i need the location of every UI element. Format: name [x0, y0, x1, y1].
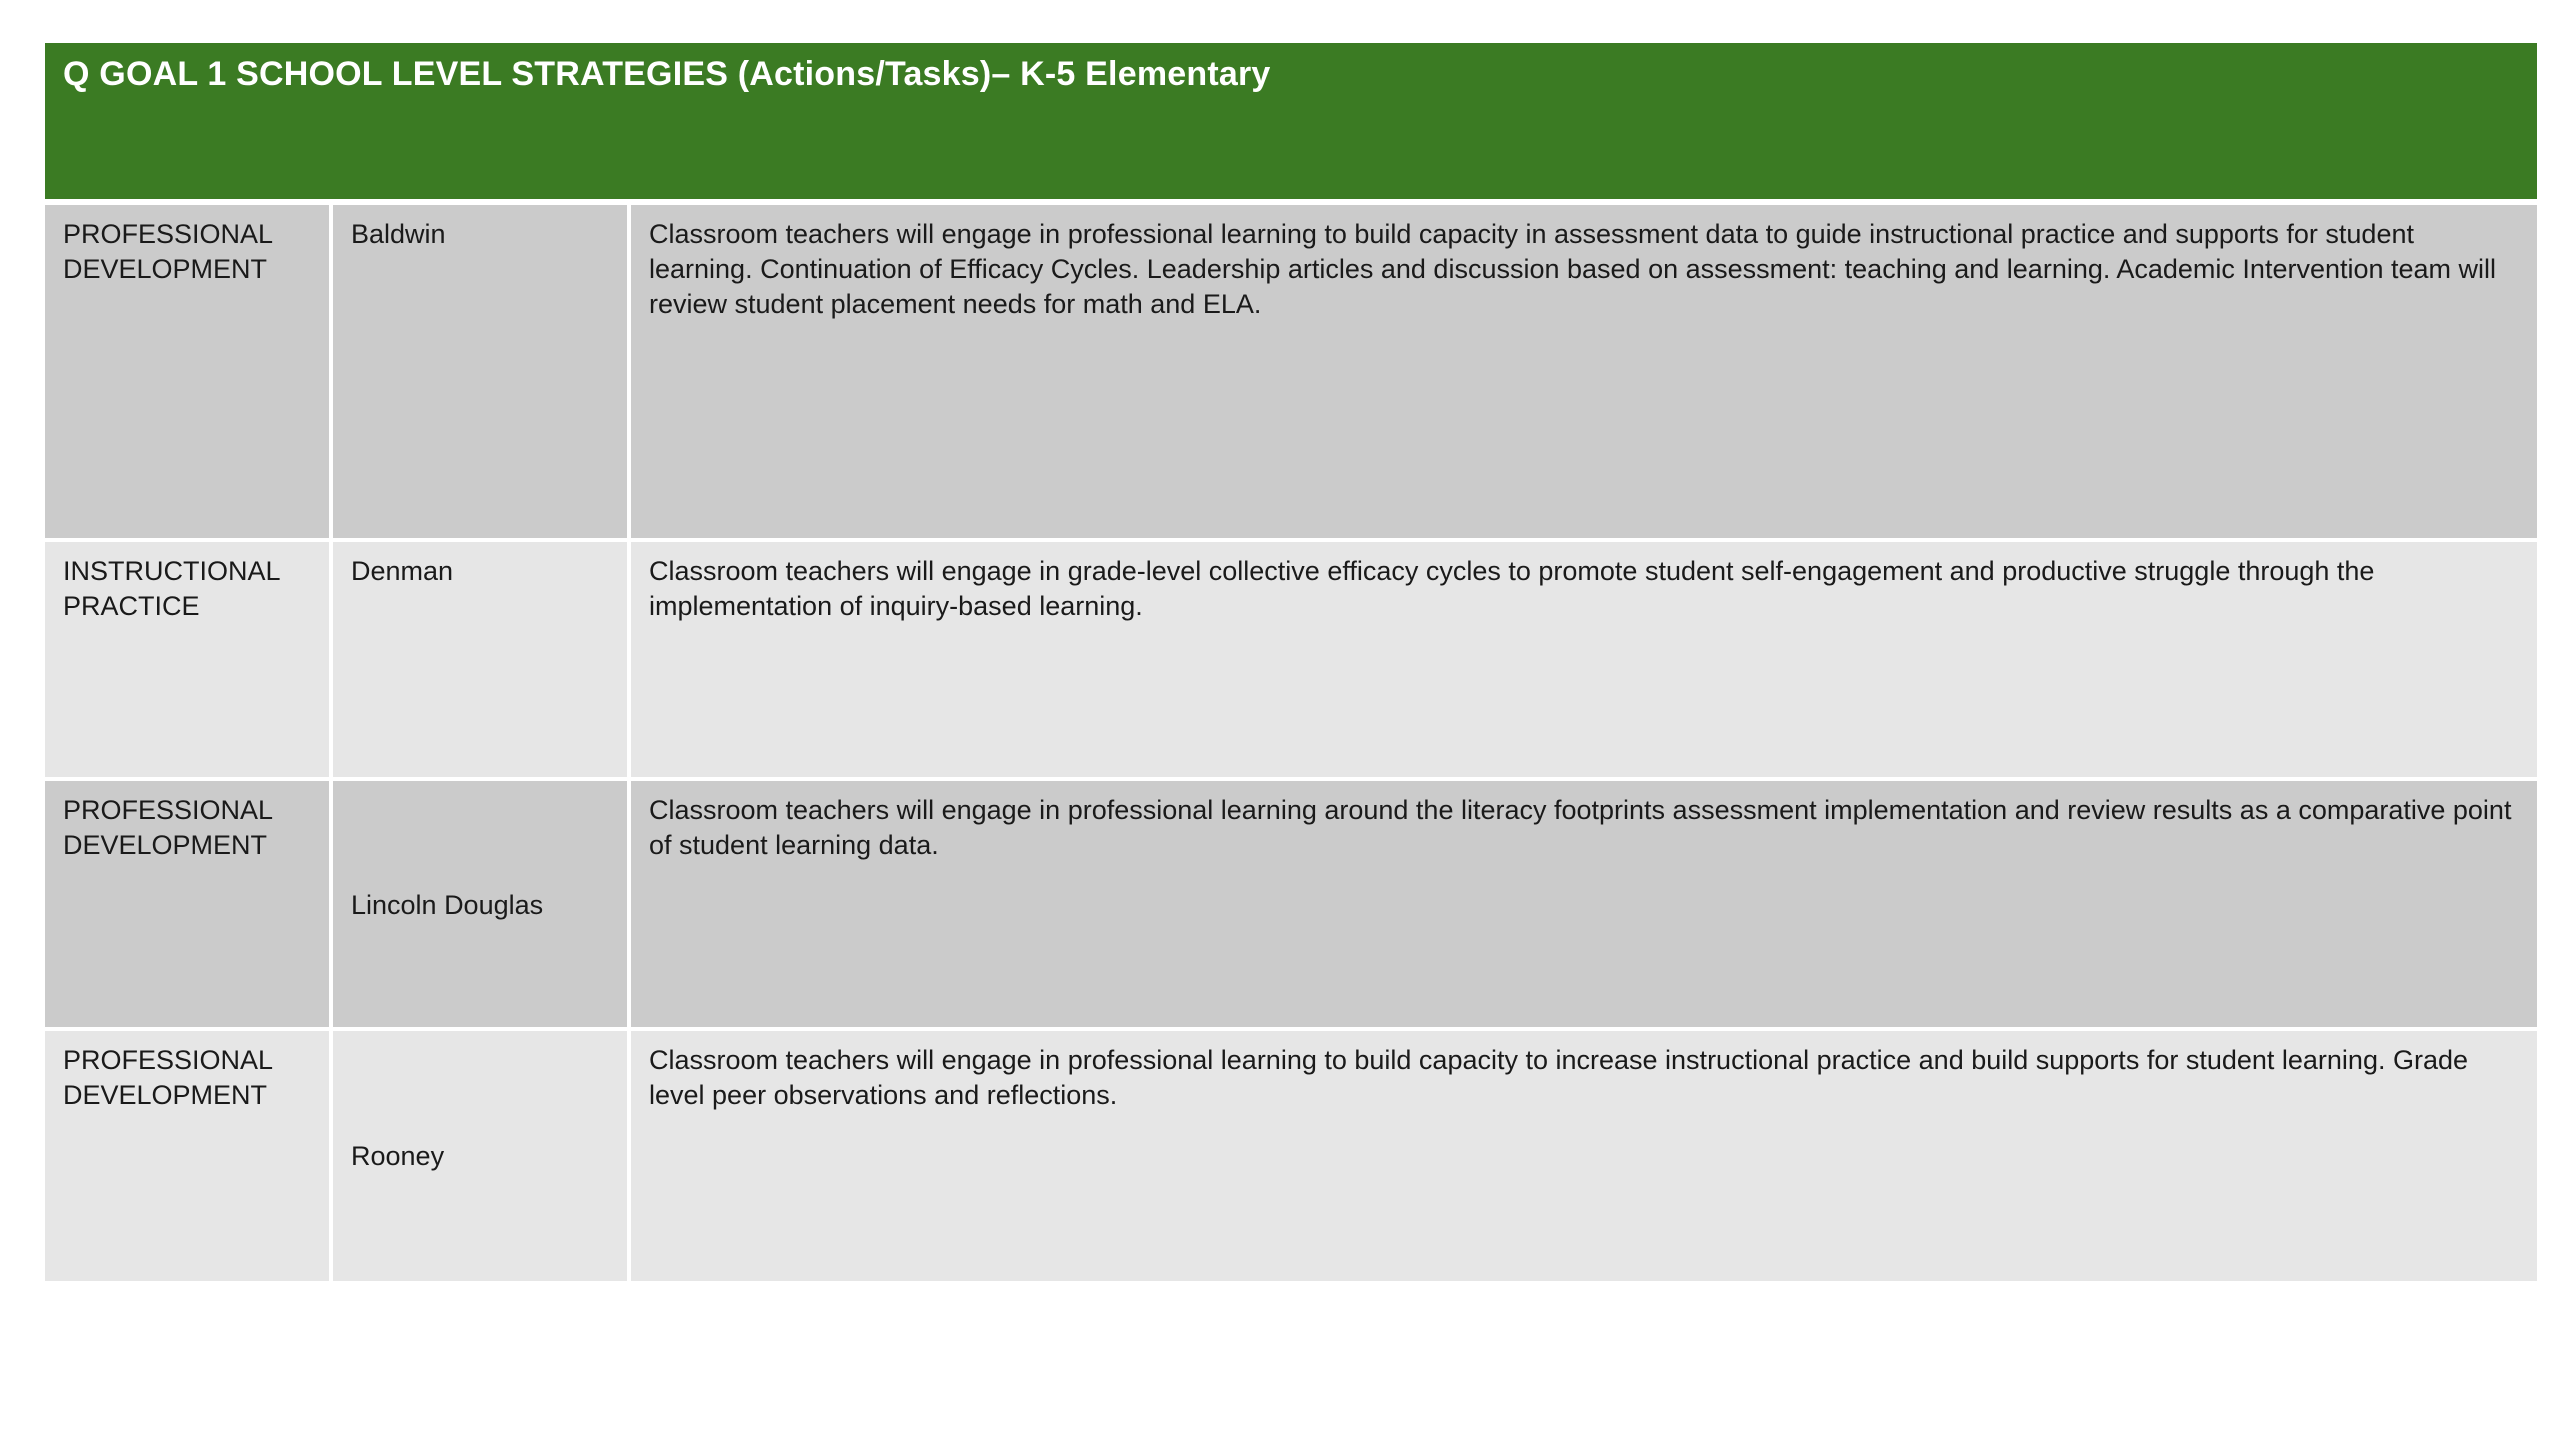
- strategy-table: [45, 43, 2537, 1281]
- category-cell: PROFESSIONAL DEVELOPMENT: [45, 205, 333, 538]
- table-row: [45, 1031, 2537, 1281]
- school-cell: Denman: [333, 542, 631, 777]
- strategy-cell: Classroom teachers will engage in professional learning to build capacity in assessment data to guide instructional practice and supports for student learning. Continuation of Efficacy Cycles. Leadership articles and discussion based on assessment: teaching and learning. Academic Intervention team will review student placement needs for math and ELA.: [649, 219, 2497, 319]
- school-cell: Rooney: [333, 1031, 631, 1281]
- strategy-cell: Classroom teachers will engage in professional learning to build capacity to increase instructional practice and build supports for student learning. Grade level peer observations and reflections.: [649, 1045, 2469, 1110]
- category-cell: PROFESSIONAL DEVELOPMENT: [45, 1031, 333, 1281]
- category-cell: PROFESSIONAL DEVELOPMENT: [45, 781, 333, 1027]
- table-row: [45, 542, 2537, 781]
- strategy-cell: Classroom teachers will engage in grade-level collective efficacy cycles to promote student self-engagement and productive struggle through the implementation of inquiry-based learning.: [649, 556, 2375, 621]
- school-cell: Baldwin: [333, 205, 631, 538]
- school-cell: Lincoln Douglas: [333, 781, 631, 1027]
- strategy-cell: Classroom teachers will engage in professional learning around the literacy footprints assessment implementation and review results as a comparative point of student learning data.: [649, 795, 2512, 860]
- table-row: [45, 205, 2537, 542]
- table-row: [45, 781, 2537, 1031]
- category-cell: INSTRUCTIONAL PRACTICE: [45, 542, 333, 777]
- table-header: Q GOAL 1 SCHOOL LEVEL STRATEGIES (Actions/Tasks)– K-5 Elementary: [45, 43, 2537, 205]
